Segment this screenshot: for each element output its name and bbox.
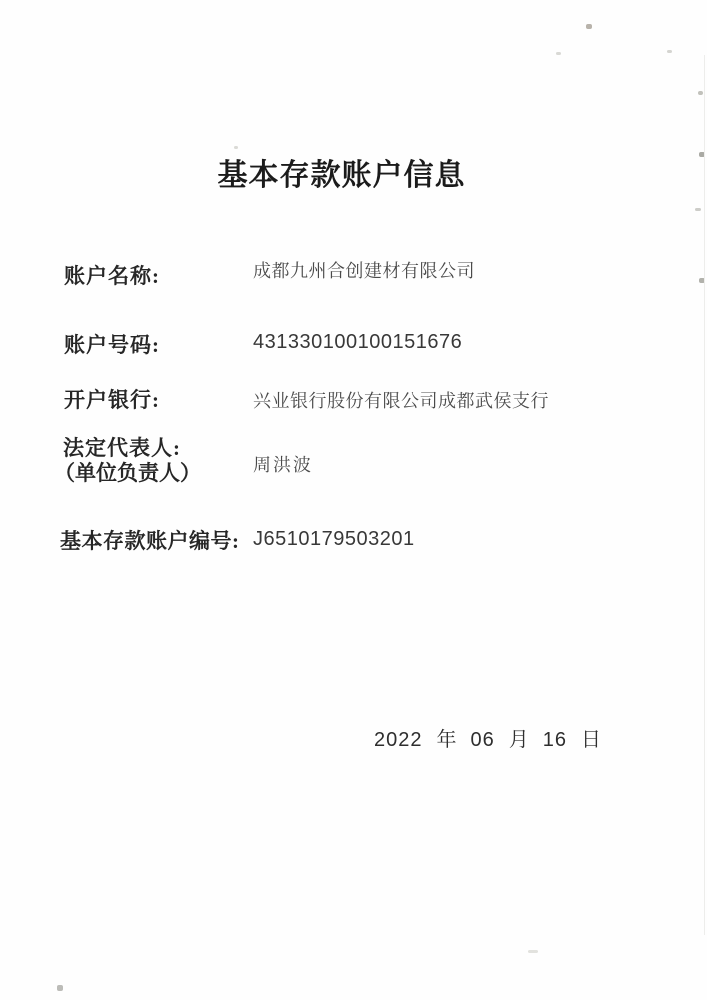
field-value-basic-account-id: J6510179503201	[253, 528, 415, 550]
field-label-unit-responsible: （单位负责人）	[54, 461, 201, 485]
scan-edge-line	[704, 55, 705, 935]
document-date	[374, 723, 601, 752]
scan-speck	[698, 91, 703, 95]
field-label-account-number: 账户号码:	[64, 333, 160, 357]
date-day-unit: 日	[581, 729, 601, 751]
date-day: 16	[542, 729, 567, 751]
date-year-unit: 年	[436, 729, 457, 751]
date-month-unit: 月	[508, 729, 529, 751]
field-value-account-name: 成都九州合创建材有限公司	[253, 261, 475, 281]
field-value-account-number: 431330100100151676	[253, 331, 463, 353]
scan-speck	[528, 950, 538, 953]
date-year: 2022	[374, 729, 423, 751]
field-value-legal-representative: 周洪波	[253, 455, 313, 475]
scan-speck	[57, 985, 63, 991]
scan-speck	[586, 24, 592, 29]
field-label-account-name: 账户名称:	[64, 264, 160, 288]
field-value-opening-bank: 兴业银行股份有限公司成都武侯支行	[253, 391, 549, 411]
document-title: 基本存款账户信息	[217, 159, 466, 192]
scan-speck	[234, 146, 238, 149]
date-month: 06	[470, 729, 495, 751]
field-label-opening-bank: 开户银行:	[64, 388, 160, 412]
field-label-legal-representative: 法定代表人:	[63, 436, 181, 460]
scan-speck	[556, 52, 561, 55]
scan-speck	[667, 50, 672, 53]
field-label-basic-account-id: 基本存款账户编号:	[60, 529, 240, 553]
scan-speck	[695, 208, 701, 211]
